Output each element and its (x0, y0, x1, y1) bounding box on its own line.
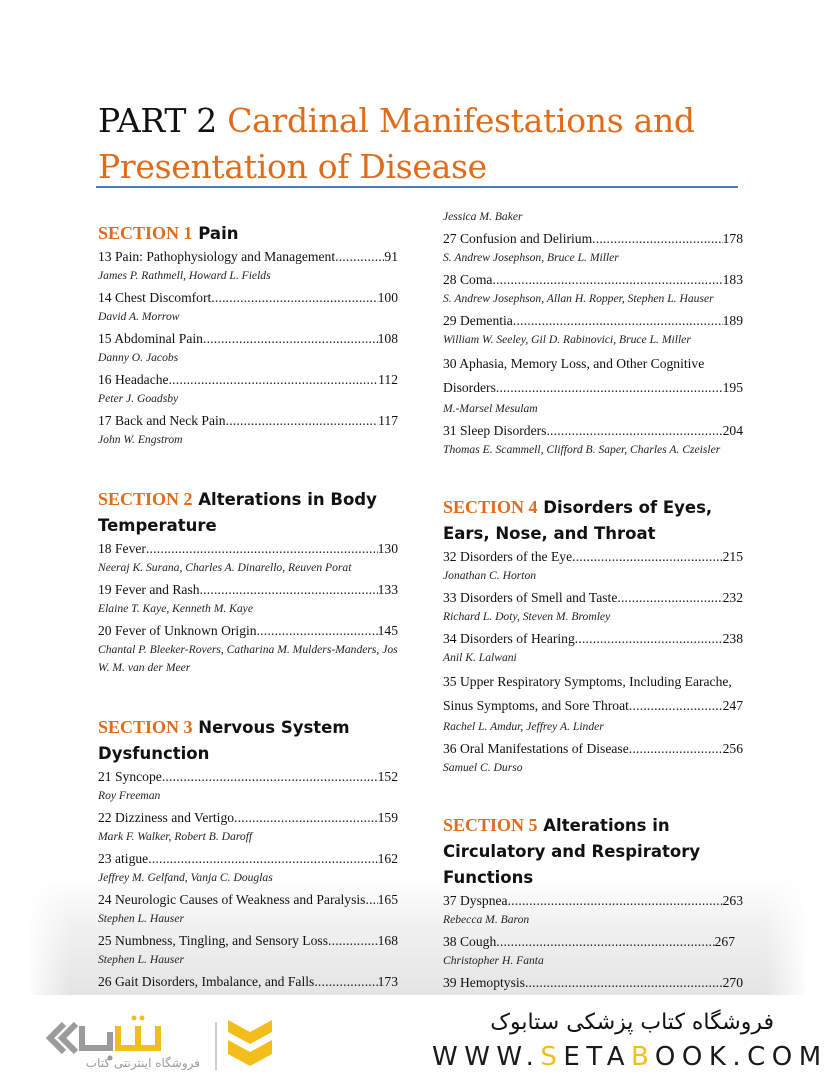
chapter-authors: Jeffrey M. Gelfand, Vanja C. Douglas (98, 871, 273, 884)
toc-entry[interactable] (98, 539, 398, 577)
brand-url[interactable] (432, 1042, 828, 1072)
toc-entry[interactable] (98, 849, 398, 887)
page-number: 130 (377, 541, 398, 556)
toc-entry[interactable] (98, 621, 398, 677)
spacer (98, 680, 398, 714)
page-number: 238 (722, 631, 743, 646)
toc-entry[interactable] (98, 972, 398, 992)
page-number: 178 (722, 231, 743, 246)
chapter-authors: James P. Rathmell, Howard L. Fields (98, 269, 271, 282)
leader-dots (629, 694, 723, 718)
section-title-line2: Temperature (98, 516, 217, 535)
toc-entry[interactable] (443, 311, 743, 349)
chapter-title: 31 Sleep Disorders (443, 423, 547, 438)
chapter-title: 29 Dementia (443, 313, 513, 328)
chapter-authors: Richard L. Doty, Steven M. Bromley (443, 610, 611, 623)
toc-entry[interactable] (443, 973, 743, 993)
toc-entry[interactable] (98, 329, 398, 367)
chapter-authors: Chantal P. Bleeker-Rovers, Catharina M. Mulders-Manders, Jos W. M. van der Meer (98, 643, 398, 674)
page-number: 108 (377, 331, 398, 346)
leader-dots (169, 370, 379, 390)
section-title-line2: Dysfunction (98, 744, 210, 763)
chapter-authors: Rachel L. Amdur, Jeffrey A. Linder (443, 720, 604, 733)
page-number: 168 (377, 933, 398, 948)
chapter-title: 20 Fever of Unknown Origin (98, 623, 257, 638)
spacer (443, 462, 743, 494)
chapter-authors: Anil K. Lalwani (443, 651, 517, 664)
section-title-line1: Alterations in Body (198, 490, 377, 509)
section-title-line1: Nervous System (198, 718, 350, 737)
chapter-authors: Stephen L. Hauser (98, 953, 184, 966)
leader-dots (203, 329, 378, 349)
page-number: 267 (714, 934, 735, 949)
url-part-highlight: S (540, 1042, 564, 1072)
title-divider (96, 186, 738, 188)
url-part-highlight: B (631, 1042, 655, 1072)
chapter-title-line1: 30 Aphasia, Memory Loss, and Other Cognitive (443, 356, 705, 371)
toc-entry[interactable] (98, 288, 398, 326)
brand-name-persian: فروشگاه کتاب پزشکی ستابوک (490, 1010, 774, 1035)
leader-dots (146, 539, 378, 559)
toc-entry[interactable] (98, 808, 398, 846)
leader-dots (200, 580, 378, 600)
leader-dots (572, 547, 723, 567)
toc-entry[interactable] (98, 890, 398, 928)
page-number: 162 (377, 851, 398, 866)
toc-entry[interactable] (443, 352, 743, 418)
leader-dots (592, 229, 722, 249)
chapter-title: 25 Numbness, Tingling, and Sensory Loss (98, 933, 328, 948)
section-heading (443, 812, 743, 891)
leader-dots (234, 808, 378, 828)
section-heading (443, 494, 743, 547)
chapter-authors: William W. Seeley, Gil D. Rabinovici, Bruce L. Miller (443, 333, 691, 346)
section-5 (443, 812, 743, 993)
chapter-title: 24 Neurologic Causes of Weakness and Paralysis (98, 892, 366, 907)
toc-column-right (443, 208, 743, 993)
chapter-title: 21 Syncope (98, 769, 162, 784)
leader-dots (525, 973, 723, 993)
page-number: 256 (722, 741, 743, 756)
chapter-authors: Danny O. Jacobs (98, 351, 179, 364)
page-number: 117 (378, 413, 398, 428)
chapter-authors: M.-Marsel Mesulam (443, 402, 538, 415)
chapter-title: 39 Hemoptysis (443, 975, 525, 990)
section-title-line1: Alterations in (543, 816, 670, 835)
page-number: 247 (722, 698, 743, 713)
chapter-title: 16 Headache (98, 372, 169, 387)
chapter-title: 19 Fever and Rash (98, 582, 200, 597)
chapter-authors: Neeraj K. Surana, Charles A. Dinarello, Reuven Porat (98, 561, 352, 574)
chapter-title: 27 Confusion and Delirium (443, 231, 593, 246)
leader-dots (226, 411, 379, 431)
chapter-title: 22 Dizziness and Vertigo (98, 810, 235, 825)
section-title-line2: Ears, Nose, and Throat (443, 524, 656, 543)
chapter-title-line2: Disorders (443, 380, 496, 395)
chapter-authors: David A. Morrow (98, 310, 180, 323)
page-number: 145 (377, 623, 398, 638)
url-part: WWW. (432, 1042, 541, 1072)
section-4 (443, 494, 743, 777)
page-number: 215 (722, 549, 743, 564)
section-heading (98, 220, 398, 247)
leader-dots (148, 849, 377, 869)
leader-dots (513, 311, 723, 331)
chapter-title: 14 Chest Discomfort (98, 290, 212, 305)
chapter-title: 26 Gait Disorders, Imbalance, and Falls (98, 974, 315, 989)
chapter-title: 37 Dyspnea (443, 893, 508, 908)
page-number: 270 (722, 975, 743, 990)
page-number: 91 (384, 249, 398, 264)
part-number: PART 2 (98, 101, 217, 140)
toc-entry[interactable] (443, 421, 743, 459)
chapter-authors: Jonathan C. Horton (443, 569, 537, 582)
toc-entry[interactable] (443, 891, 743, 929)
chapter-authors: Jessica M. Baker (443, 210, 523, 223)
chapter-title-line1: 35 Upper Respiratory Symptoms, Including Earache, (443, 674, 732, 689)
page-number: 159 (377, 810, 398, 825)
section-heading (98, 714, 398, 767)
page-number: 133 (377, 582, 398, 597)
section-number: SECTION 4 (443, 497, 538, 517)
section-number: SECTION 5 (443, 815, 538, 835)
chapter-authors: S. Andrew Josephson, Bruce L. Miller (443, 251, 619, 264)
toc-entry[interactable] (443, 629, 743, 667)
section-title: Pain (198, 224, 239, 243)
url-part: ETA (563, 1042, 631, 1072)
chapter-title: 13 Pain: Pathophysiology and Management (98, 249, 336, 264)
chapter-title: 34 Disorders of Hearing (443, 631, 575, 646)
toc-entry[interactable] (98, 370, 398, 408)
chapter-authors: Stephen L. Hauser (98, 912, 184, 925)
section-2 (98, 486, 398, 677)
spacer (443, 780, 743, 812)
section-number: SECTION 1 (98, 223, 193, 243)
leader-dots (508, 891, 723, 911)
page-number: 165 (377, 892, 398, 907)
leader-dots (314, 972, 377, 992)
chapter-title: 18 Fever (98, 541, 146, 556)
page-number: 189 (722, 313, 743, 328)
chapter-title: 15 Abdominal Pain (98, 331, 203, 346)
toc-entry[interactable] (98, 580, 398, 618)
toc-entry[interactable] (443, 229, 743, 267)
chapter-title: 36 Oral Manifestations of Disease (443, 741, 629, 756)
chapter-authors: Peter J. Goadsby (98, 392, 179, 405)
toc-entry[interactable] (443, 739, 743, 777)
section-number: SECTION 2 (98, 489, 193, 509)
spacer (98, 452, 398, 486)
page-number: 195 (722, 380, 743, 395)
setabook-logo[interactable] (40, 1012, 310, 1078)
chapter-authors: Samuel C. Durso (443, 761, 523, 774)
page-number: 263 (722, 893, 743, 908)
chapter-authors: Elaine T. Kaye, Kenneth M. Kaye (98, 602, 253, 615)
toc-entry[interactable] (98, 931, 398, 969)
section-3 (98, 714, 398, 992)
chapter-authors: S. Andrew Josephson, Allan H. Ropper, Stephen L. Hauser (443, 292, 714, 305)
page-number: 152 (377, 769, 398, 784)
chapter-title: 33 Disorders of Smell and Taste (443, 590, 618, 605)
leader-dots (496, 932, 714, 952)
chapter-authors: Roy Freeman (98, 789, 161, 802)
logo-tagline: فروشگاه اینترنتی کتاب (85, 1056, 200, 1070)
toc-entry[interactable] (443, 547, 743, 585)
page-number: 183 (722, 272, 743, 287)
chapter-authors: Rebecca M. Baron (443, 913, 530, 926)
leader-dots (365, 890, 377, 910)
leader-dots (575, 629, 723, 649)
toc-entry[interactable] (98, 411, 398, 449)
chapter-title: 23 atigue (98, 851, 149, 866)
leader-dots (617, 588, 722, 608)
section-title-line1: Disorders of Eyes, (543, 498, 713, 517)
section-heading (98, 486, 398, 539)
chapter-title: 28 Coma (443, 272, 493, 287)
toc-entry[interactable] (443, 588, 743, 626)
section-number: SECTION 3 (98, 717, 193, 737)
chapter-title-line2: Sinus Symptoms, and Sore Throat (443, 698, 629, 713)
chapter-authors: John W. Engstrom (98, 433, 183, 446)
leader-dots (629, 739, 723, 759)
part-name-line1: Cardinal Manifestations and (227, 101, 695, 140)
leader-dots (328, 931, 378, 951)
leader-dots (546, 421, 722, 441)
part-name-line2: Presentation of Disease (98, 147, 487, 186)
leader-dots (257, 621, 378, 641)
part-title (98, 98, 748, 190)
page-number: 232 (722, 590, 743, 605)
chapter-authors: Mark F. Walker, Robert B. Daroff (98, 830, 253, 843)
page-number: 100 (377, 290, 398, 305)
url-part: OOK.COM (654, 1042, 828, 1072)
section-title-line2: Circulatory and Respiratory (443, 842, 701, 861)
toc-entry[interactable] (443, 270, 743, 308)
chapter-authors: Christopher H. Fanta (443, 954, 544, 967)
leader-dots (162, 767, 378, 787)
page-fade-right (765, 880, 805, 995)
section-title-line3: Functions (443, 868, 534, 887)
chapter-title: 32 Disorders of the Eye (443, 549, 573, 564)
leader-dots (211, 288, 377, 308)
leader-dots (492, 270, 722, 290)
toc-entry[interactable] (443, 670, 743, 736)
page-number: 112 (378, 372, 398, 387)
toc-column-left (98, 220, 398, 992)
page-number: 204 (722, 423, 743, 438)
section-1 (98, 220, 398, 449)
chapter-title: 38 Cough (443, 934, 497, 949)
chapter-authors: Thomas E. Scammell, Clifford B. Saper, Charles A. Czeisler (443, 443, 721, 456)
chapter-title: 17 Back and Neck Pain (98, 413, 226, 428)
toc-entry[interactable] (98, 247, 398, 285)
toc-entry[interactable] (443, 932, 743, 970)
page-fade-left (30, 880, 70, 995)
leader-dots (496, 376, 723, 400)
page-number: 173 (377, 974, 398, 989)
toc-entry[interactable] (98, 767, 398, 805)
leader-dots (335, 247, 384, 267)
